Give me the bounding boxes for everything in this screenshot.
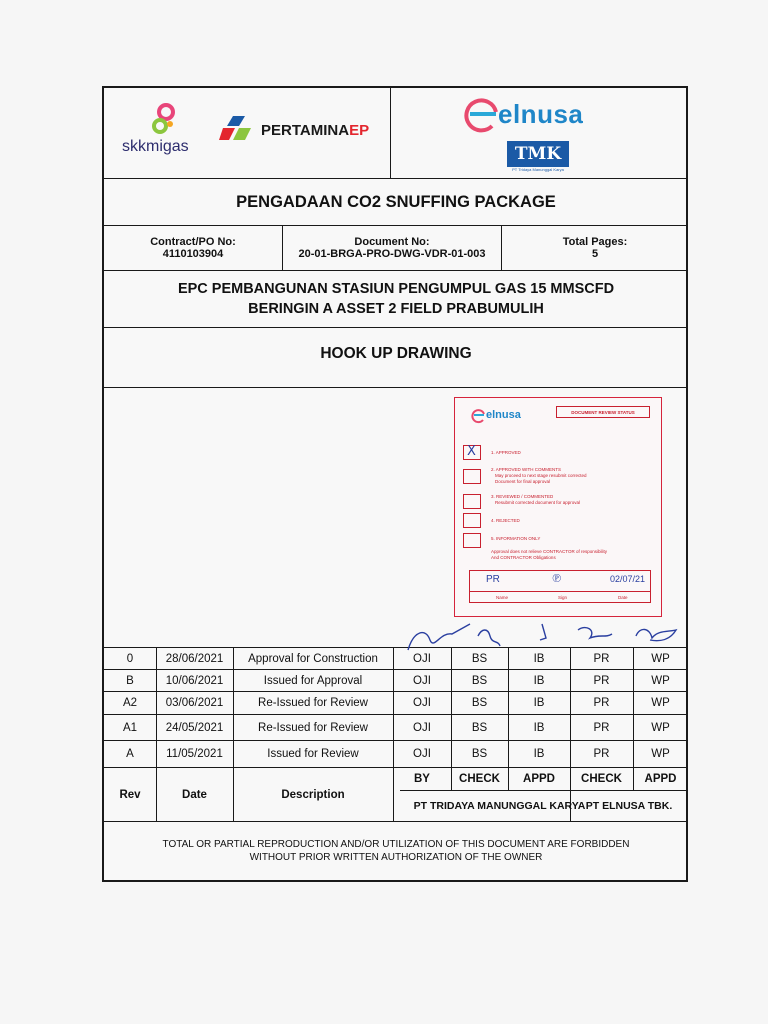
logo-panel-right bbox=[392, 88, 688, 178]
by-cell: OJI bbox=[413, 697, 431, 709]
appd-cell: IB bbox=[533, 674, 545, 687]
elnusa-swoosh-icon bbox=[462, 96, 502, 134]
rev-cell: 0 bbox=[126, 652, 134, 665]
skkmigas-mark-icon bbox=[144, 102, 184, 140]
stamp-elnusa-swoosh-icon bbox=[471, 408, 487, 424]
date-cell: 10/06/2021 bbox=[165, 674, 224, 687]
project-title bbox=[104, 272, 688, 326]
appd-cell: IB bbox=[533, 721, 545, 734]
elnusa-wordmark: elnusa bbox=[498, 99, 584, 129]
rev-cell: A1 bbox=[122, 721, 138, 734]
logo-panel-left bbox=[104, 88, 390, 178]
skkmigas-wordmark: skkmigas bbox=[122, 138, 189, 155]
option-approved-comments-note-1: May proceed to next stage resubmit corrected bbox=[495, 473, 587, 478]
check-header: CHECK bbox=[459, 773, 500, 785]
date-cell: 24/05/2021 bbox=[165, 721, 224, 734]
appd2-cell: WP bbox=[651, 674, 670, 687]
rev-header: Rev bbox=[119, 788, 141, 801]
pertamina-ep-text: EP bbox=[349, 122, 370, 139]
document-label: Document No: bbox=[354, 236, 430, 248]
pages-value: 5 bbox=[591, 248, 599, 260]
by-cell: OJI bbox=[413, 674, 431, 687]
rule-after-contract bbox=[104, 270, 686, 271]
tmk-subtitle: PT Tridaya Manunggal Karya bbox=[512, 166, 564, 172]
check-cell: BS bbox=[471, 652, 488, 665]
stamp-date-label: Date bbox=[618, 595, 628, 600]
drawing-title: HOOK UP DRAWING bbox=[320, 345, 472, 362]
skkmigas-logo bbox=[122, 102, 207, 162]
signature-scribbles bbox=[400, 620, 700, 660]
check-cell: BS bbox=[471, 674, 488, 687]
appd-header: APPD bbox=[523, 773, 555, 785]
tmk-wordmark: TMK bbox=[507, 141, 569, 167]
date-cell: 28/06/2021 bbox=[165, 652, 224, 665]
appd2-cell: WP bbox=[651, 697, 670, 709]
option-approved: 1. APPROVED bbox=[491, 450, 521, 455]
appd-cell: IB bbox=[533, 748, 545, 760]
rejected-checkbox bbox=[463, 513, 481, 528]
package-title: PENGADAAN CO2 SNUFFING PACKAGE bbox=[236, 192, 556, 211]
logo-divider bbox=[390, 88, 391, 178]
elnusa-logo bbox=[462, 96, 602, 132]
company1-header: PT TRIDAYA MANUNGGAL KARYA bbox=[413, 800, 586, 812]
information-only-checkbox bbox=[463, 533, 481, 548]
check2-cell: PR bbox=[593, 697, 610, 709]
stamp-sign-box bbox=[469, 570, 651, 603]
check-cell: BS bbox=[471, 748, 488, 760]
document-value: 20-01-BRGA-PRO-DWG-VDR-01-003 bbox=[298, 248, 486, 260]
check2-cell: PR bbox=[593, 721, 610, 734]
rule-after-drawing-title bbox=[104, 387, 686, 388]
footer-notice bbox=[104, 822, 688, 880]
pertamina-logo bbox=[219, 114, 389, 144]
check2-cell: PR bbox=[593, 748, 610, 760]
pages-cell bbox=[502, 227, 688, 269]
approved-x-mark: X bbox=[467, 444, 476, 459]
footer-line-1: TOTAL OR PARTIAL REPRODUCTION AND/OR UTILIZATION OF THIS DOCUMENT ARE FORBIDDEN bbox=[162, 839, 630, 850]
document-cell bbox=[283, 227, 501, 269]
stamp-disclaimer-1: Approval does not relieve CONTRACTOR of responsibility bbox=[491, 549, 607, 554]
appd2-cell: WP bbox=[651, 748, 670, 760]
footer-line-2: WITHOUT PRIOR WRITTEN AUTHORIZATION OF THE OWNER bbox=[249, 852, 543, 863]
pertamina-text: PERTAMINA bbox=[261, 122, 350, 139]
rule-after-logos bbox=[104, 178, 686, 179]
stamp-status-title: DOCUMENT REVIEW STATUS bbox=[556, 406, 650, 418]
document-review-stamp bbox=[454, 397, 662, 617]
rev-cell: A bbox=[126, 748, 134, 760]
rev-cell: A2 bbox=[122, 697, 138, 709]
by-cell: OJI bbox=[413, 748, 431, 760]
description-cell: Issued for Review bbox=[267, 748, 359, 760]
signature-check bbox=[478, 630, 500, 646]
check-cell: BS bbox=[471, 697, 488, 709]
option-approved-comments-note-2: Document for final approval bbox=[495, 479, 551, 484]
contract-label: Contract/PO No: bbox=[150, 236, 236, 248]
description-cell: Issued for Approval bbox=[263, 674, 363, 687]
stamp-elnusa-wordmark: elnusa bbox=[486, 409, 521, 421]
date-header: Date bbox=[182, 788, 207, 801]
stamp-elnusa-logo bbox=[471, 408, 541, 426]
rule-after-project bbox=[104, 327, 686, 328]
stamp-name-label: Name bbox=[496, 595, 509, 600]
project-line-1: EPC PEMBANGUNAN STASIUN PENGUMPUL GAS 15 MMSCFD bbox=[177, 281, 615, 297]
signature-by bbox=[408, 624, 470, 650]
description-cell: Approval for Construction bbox=[248, 652, 378, 665]
by-cell: OJI bbox=[413, 721, 431, 734]
option-reviewed-note: Resubmit corrected document for approval bbox=[495, 500, 581, 505]
option-rejected: 4. REJECTED bbox=[491, 518, 520, 523]
check2-header: CHECK bbox=[581, 773, 622, 785]
check2-cell: PR bbox=[593, 674, 610, 687]
option-information-only: 5. INFORMATION ONLY bbox=[491, 536, 541, 541]
project-line-2: BERINGIN A ASSET 2 FIELD PRABUMULIH bbox=[248, 301, 544, 317]
reviewed-checkbox bbox=[463, 494, 481, 509]
option-reviewed: 3. REVIEWED / COMMENTED bbox=[491, 494, 554, 499]
stamp-signature: ℗ bbox=[552, 571, 562, 585]
description-cell: Re-Issued for Review bbox=[258, 721, 368, 734]
date-cell: 11/05/2021 bbox=[166, 748, 223, 760]
stamp-disclaimer-2: And CONTRACTOR Obligations bbox=[491, 555, 556, 560]
company2-header: PT ELNUSA TBK. bbox=[585, 800, 673, 812]
contract-value: 4110103904 bbox=[162, 248, 224, 260]
signature-appd bbox=[540, 624, 546, 640]
pages-label: Total Pages: bbox=[562, 236, 628, 248]
appd-cell: IB bbox=[533, 652, 545, 665]
by-header: BY bbox=[414, 773, 430, 785]
check2-cell: PR bbox=[593, 652, 610, 665]
stamp-sign-divider bbox=[470, 591, 650, 592]
rule-after-title bbox=[104, 225, 686, 226]
pertamina-wordmark bbox=[261, 122, 369, 139]
appd2-header: APPD bbox=[644, 773, 677, 785]
stamp-date-value: 02/07/21 bbox=[610, 574, 646, 584]
appd2-cell: WP bbox=[651, 721, 670, 734]
rev-cell: B bbox=[126, 674, 134, 687]
date-cell: 03/06/2021 bbox=[165, 697, 224, 709]
approved-comments-checkbox bbox=[463, 469, 481, 484]
stamp-name-value: PR bbox=[486, 574, 500, 585]
contract-cell bbox=[104, 227, 282, 269]
by-cell: OJI bbox=[413, 652, 431, 665]
description-header: Description bbox=[281, 788, 345, 801]
tmk-logo bbox=[506, 140, 570, 172]
appd-cell: IB bbox=[533, 697, 545, 709]
signature-appd2 bbox=[636, 629, 676, 640]
stamp-sign-label: Sign bbox=[558, 595, 568, 600]
description-cell: Re-Issued for Review bbox=[258, 697, 368, 709]
signature-check2 bbox=[578, 628, 612, 638]
check-cell: BS bbox=[471, 721, 488, 734]
pertamina-mark-icon bbox=[219, 114, 257, 144]
option-approved-comments: 2. APPROVED WITH COMMENTS bbox=[491, 467, 562, 472]
appd2-cell: WP bbox=[651, 652, 670, 665]
approved-checkbox bbox=[463, 445, 481, 460]
